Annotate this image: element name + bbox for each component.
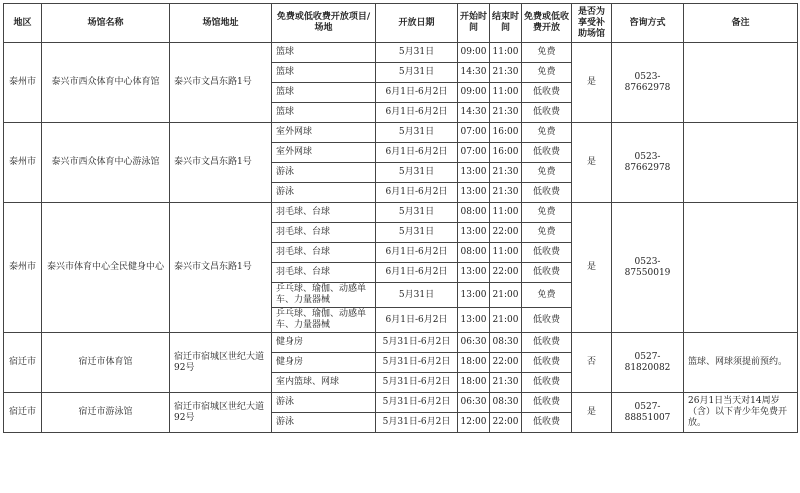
cell-end: 16:00	[490, 143, 522, 163]
cell-note	[684, 43, 798, 123]
cell-contact: 0527-88851007	[612, 393, 684, 433]
cell-start: 06:30	[458, 393, 490, 413]
cell-end: 21:30	[490, 63, 522, 83]
cell-fee: 低收费	[522, 393, 572, 413]
cell-address: 泰兴市文昌东路1号	[170, 203, 272, 333]
cell-item: 乒乓球、瑜伽、动感单车、力量器械	[272, 308, 376, 333]
cell-address: 泰兴市文昌东路1号	[170, 123, 272, 203]
cell-date: 5月31日	[376, 123, 458, 143]
cell-date: 5月31日-6月2日	[376, 413, 458, 433]
cell-start: 09:00	[458, 43, 490, 63]
cell-start: 12:00	[458, 413, 490, 433]
cell-date: 5月31日	[376, 203, 458, 223]
cell-fee: 低收费	[522, 413, 572, 433]
cell-subsidy: 是	[572, 123, 612, 203]
cell-region: 泰州市	[4, 123, 42, 203]
cell-address: 宿迁市宿城区世纪大道92号	[170, 393, 272, 433]
cell-start: 14:30	[458, 103, 490, 123]
cell-end: 21:30	[490, 183, 522, 203]
cell-fee: 免费	[522, 123, 572, 143]
cell-start: 13:00	[458, 263, 490, 283]
cell-end: 16:00	[490, 123, 522, 143]
cell-end: 22:00	[490, 223, 522, 243]
cell-region: 泰州市	[4, 43, 42, 123]
cell-end: 08:30	[490, 393, 522, 413]
table-row	[4, 203, 798, 223]
cell-end: 11:00	[490, 203, 522, 223]
cell-address: 泰兴市文昌东路1号	[170, 43, 272, 123]
table-row	[4, 393, 798, 413]
cell-date: 6月1日-6月2日	[376, 143, 458, 163]
cell-item: 羽毛球、台球	[272, 263, 376, 283]
cell-start: 14:30	[458, 63, 490, 83]
cell-end: 22:00	[490, 263, 522, 283]
cell-note: 篮球、网球须提前预约。	[684, 333, 798, 393]
cell-end: 11:00	[490, 243, 522, 263]
cell-fee: 低收费	[522, 353, 572, 373]
cell-start: 09:00	[458, 83, 490, 103]
cell-date: 6月1日-6月2日	[376, 103, 458, 123]
cell-fee: 低收费	[522, 103, 572, 123]
cell-date: 5月31日-6月2日	[376, 393, 458, 413]
cell-item: 篮球	[272, 83, 376, 103]
cell-item: 羽毛球、台球	[272, 243, 376, 263]
cell-contact: 0523-87662978	[612, 43, 684, 123]
cell-item: 篮球	[272, 43, 376, 63]
cell-fee: 免费	[522, 43, 572, 63]
cell-end: 11:00	[490, 43, 522, 63]
table-row	[4, 123, 798, 143]
cell-date: 5月31日-6月2日	[376, 353, 458, 373]
cell-subsidy: 是	[572, 393, 612, 433]
cell-date: 6月1日-6月2日	[376, 263, 458, 283]
cell-note: 26月1日当天对14周岁（含）以下青少年免费开放。	[684, 393, 798, 433]
header-date: 开放日期	[376, 4, 458, 43]
cell-end: 22:00	[490, 413, 522, 433]
cell-item: 乒乓球、瑜伽、动感单车、力量器械	[272, 283, 376, 308]
cell-venue: 宿迁市游泳馆	[42, 393, 170, 433]
cell-fee: 低收费	[522, 373, 572, 393]
cell-venue: 宿迁市体育馆	[42, 333, 170, 393]
cell-venue: 泰兴市西众体育中心体育馆	[42, 43, 170, 123]
cell-note	[684, 123, 798, 203]
cell-item: 羽毛球、台球	[272, 223, 376, 243]
header-end: 结束时间	[490, 4, 522, 43]
cell-item: 室内篮球、网球	[272, 373, 376, 393]
cell-fee: 免费	[522, 163, 572, 183]
cell-fee: 免费	[522, 63, 572, 83]
cell-item: 健身房	[272, 333, 376, 353]
cell-start: 13:00	[458, 223, 490, 243]
cell-start: 07:00	[458, 143, 490, 163]
cell-item: 室外网球	[272, 143, 376, 163]
cell-date: 6月1日-6月2日	[376, 83, 458, 103]
header-contact: 咨询方式	[612, 4, 684, 43]
cell-date: 5月31日-6月2日	[376, 373, 458, 393]
cell-end: 21:30	[490, 103, 522, 123]
header-start: 开始时间	[458, 4, 490, 43]
cell-fee: 低收费	[522, 183, 572, 203]
header-fee: 免费或低收费开放	[522, 4, 572, 43]
cell-date: 5月31日	[376, 163, 458, 183]
cell-item: 篮球	[272, 63, 376, 83]
cell-date: 6月1日-6月2日	[376, 308, 458, 333]
cell-item: 篮球	[272, 103, 376, 123]
cell-end: 21:00	[490, 308, 522, 333]
cell-date: 5月31日	[376, 43, 458, 63]
cell-item: 游泳	[272, 183, 376, 203]
cell-end: 21:00	[490, 283, 522, 308]
cell-item: 游泳	[272, 393, 376, 413]
cell-end: 21:30	[490, 373, 522, 393]
cell-date: 6月1日-6月2日	[376, 243, 458, 263]
cell-start: 07:00	[458, 123, 490, 143]
cell-venue: 泰兴市体育中心全民健身中心	[42, 203, 170, 333]
cell-item: 室外网球	[272, 123, 376, 143]
cell-venue: 泰兴市西众体育中心游泳馆	[42, 123, 170, 203]
cell-start: 13:00	[458, 163, 490, 183]
cell-region: 宿迁市	[4, 393, 42, 433]
cell-end: 08:30	[490, 333, 522, 353]
cell-item: 健身房	[272, 353, 376, 373]
cell-fee: 低收费	[522, 263, 572, 283]
header-items: 免费或低收费开放项目/场地	[272, 4, 376, 43]
cell-start: 18:00	[458, 353, 490, 373]
cell-region: 泰州市	[4, 203, 42, 333]
cell-end: 11:00	[490, 83, 522, 103]
cell-date: 5月31日-6月2日	[376, 333, 458, 353]
header-note: 备注	[684, 4, 798, 43]
cell-note	[684, 203, 798, 333]
cell-subsidy: 否	[572, 333, 612, 393]
cell-end: 22:00	[490, 353, 522, 373]
cell-fee: 免费	[522, 283, 572, 308]
table-row	[4, 43, 798, 63]
cell-fee: 低收费	[522, 143, 572, 163]
cell-start: 08:00	[458, 243, 490, 263]
cell-date: 5月31日	[376, 223, 458, 243]
header-subsidy: 是否为享受补助场馆	[572, 4, 612, 43]
cell-contact: 0523-87550019	[612, 203, 684, 333]
table-header-row	[4, 4, 798, 43]
cell-fee: 低收费	[522, 83, 572, 103]
cell-fee: 低收费	[522, 243, 572, 263]
cell-start: 13:00	[458, 183, 490, 203]
cell-start: 06:30	[458, 333, 490, 353]
header-address: 场馆地址	[170, 4, 272, 43]
header-region: 地区	[4, 4, 42, 43]
cell-subsidy: 是	[572, 203, 612, 333]
table-row	[4, 333, 798, 353]
cell-fee: 免费	[522, 223, 572, 243]
header-venue: 场馆名称	[42, 4, 170, 43]
cell-start: 13:00	[458, 283, 490, 308]
cell-contact: 0523-87662978	[612, 123, 684, 203]
venue-schedule-table	[3, 3, 798, 433]
cell-start: 13:00	[458, 308, 490, 333]
cell-date: 6月1日-6月2日	[376, 183, 458, 203]
cell-region: 宿迁市	[4, 333, 42, 393]
cell-end: 21:30	[490, 163, 522, 183]
cell-item: 羽毛球、台球	[272, 203, 376, 223]
cell-fee: 免费	[522, 203, 572, 223]
cell-date: 5月31日	[376, 63, 458, 83]
table-body	[4, 43, 798, 433]
cell-start: 08:00	[458, 203, 490, 223]
cell-item: 游泳	[272, 413, 376, 433]
cell-subsidy: 是	[572, 43, 612, 123]
cell-contact: 0527-81820082	[612, 333, 684, 393]
cell-fee: 低收费	[522, 308, 572, 333]
cell-address: 宿迁市宿城区世纪大道92号	[170, 333, 272, 393]
cell-fee: 低收费	[522, 333, 572, 353]
cell-date: 5月31日	[376, 283, 458, 308]
cell-item: 游泳	[272, 163, 376, 183]
cell-start: 18:00	[458, 373, 490, 393]
